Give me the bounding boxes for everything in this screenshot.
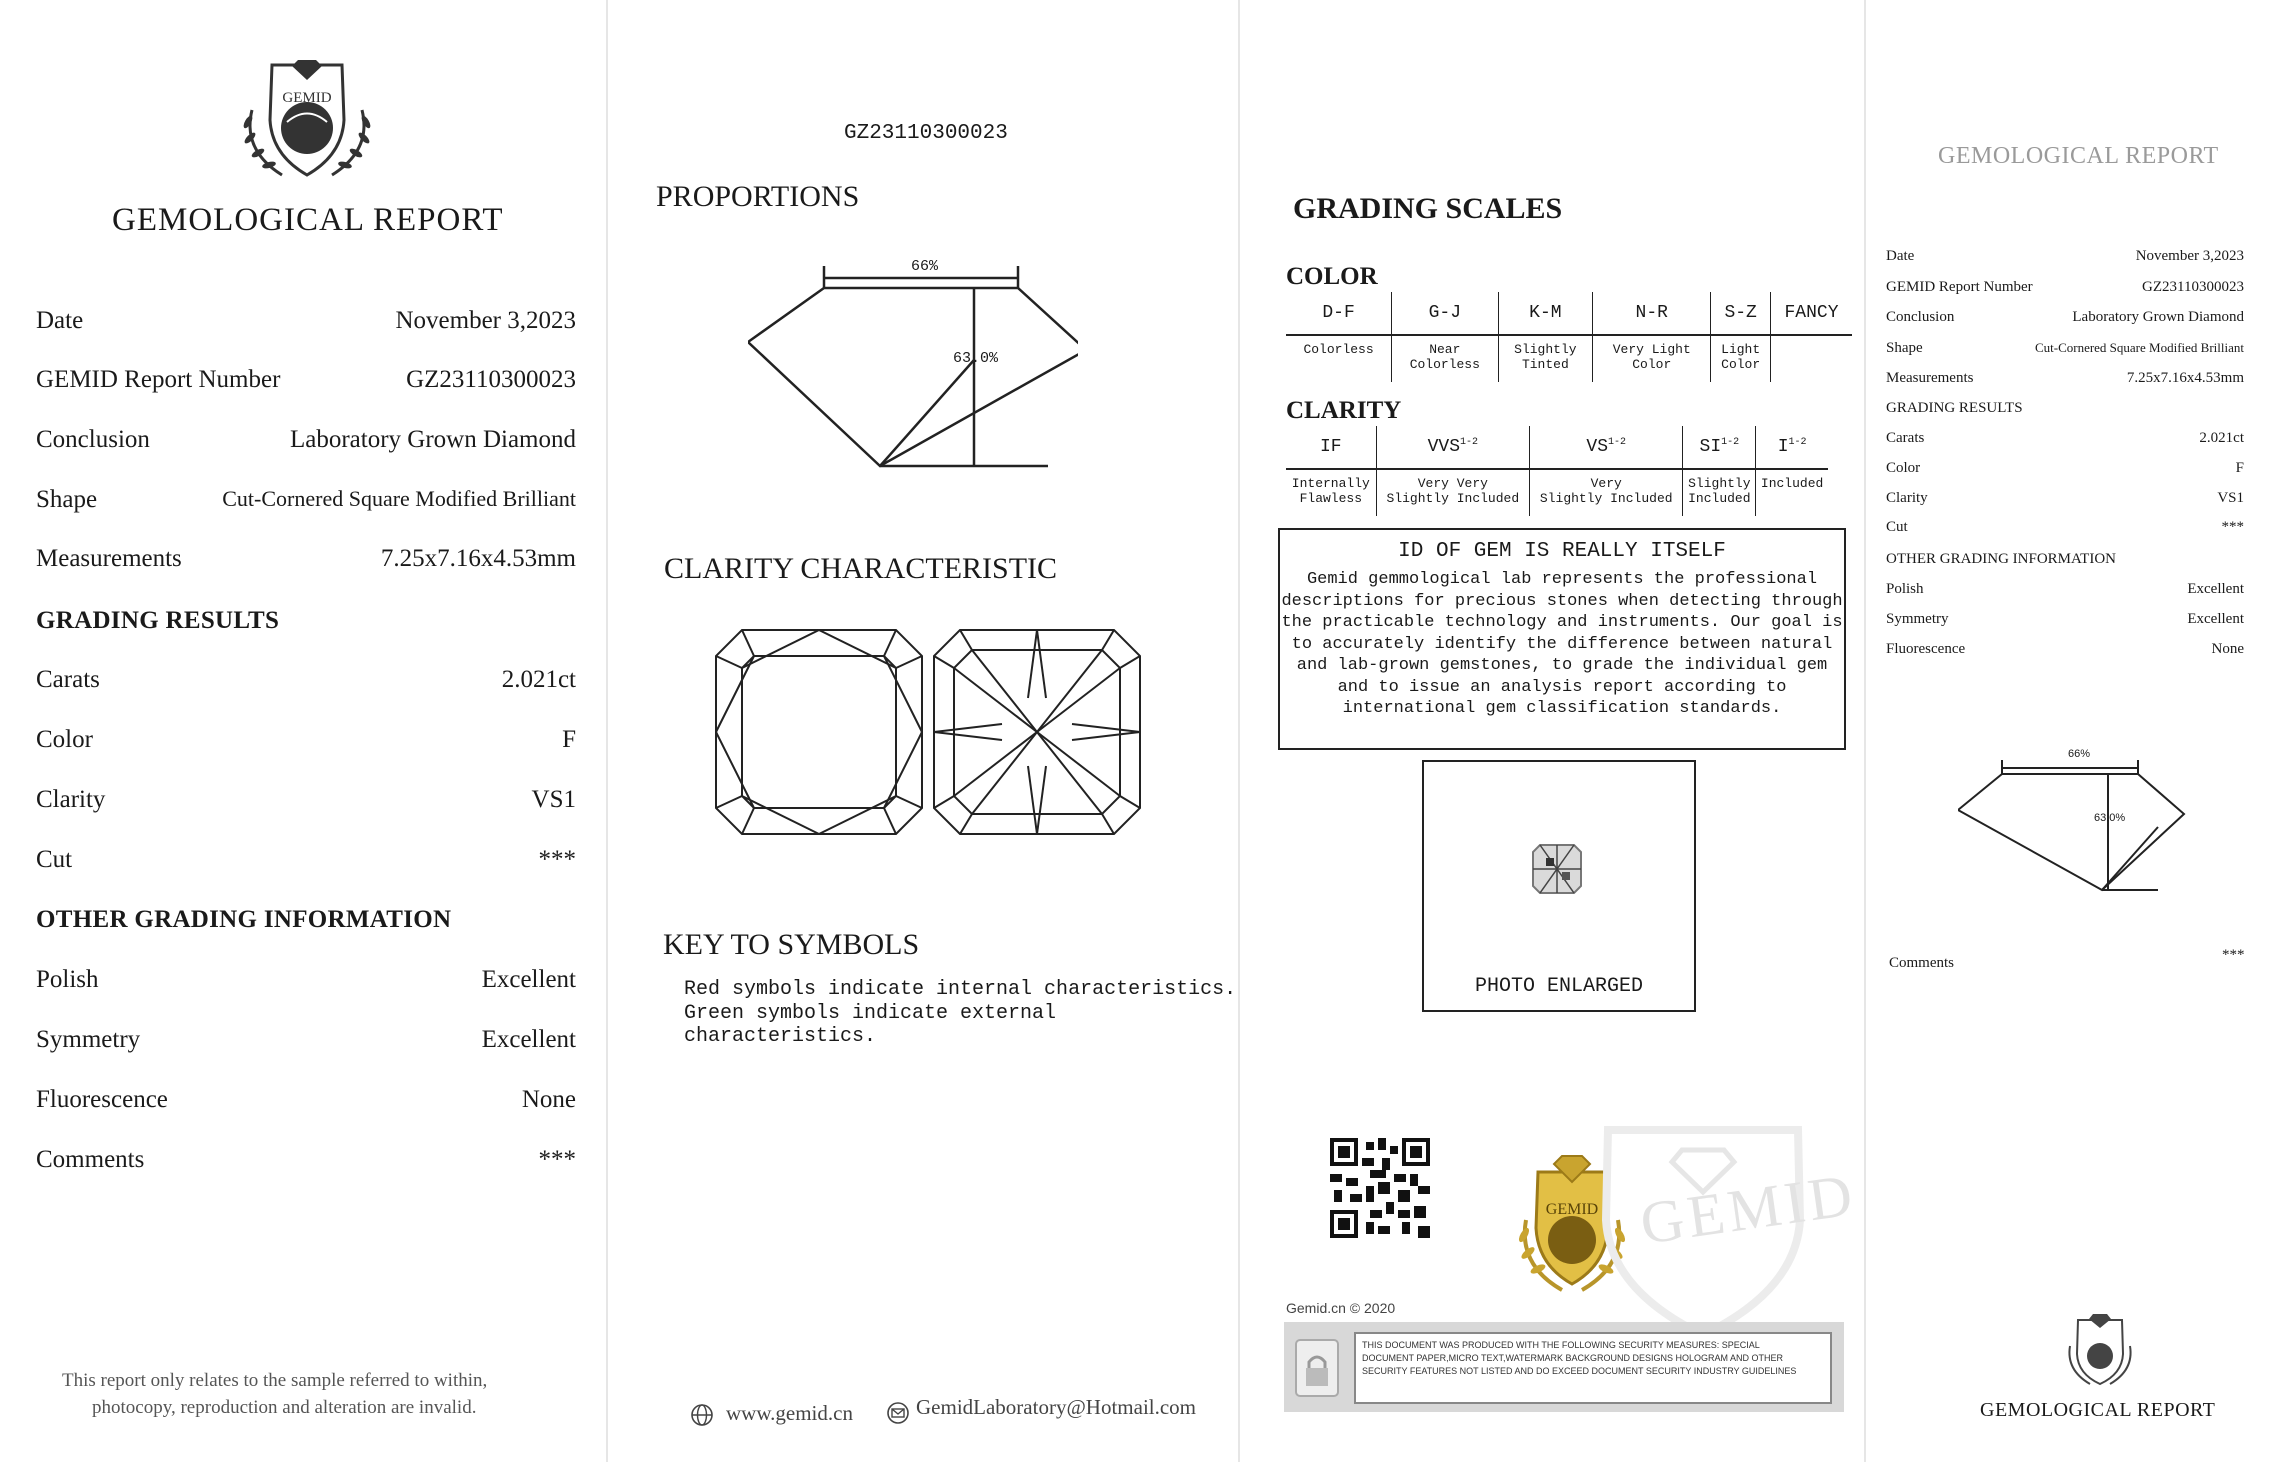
color-grade-description [1498, 335, 1593, 382]
right-field-label: Shape [1886, 340, 1923, 356]
field-row [36, 486, 576, 526]
right-footer-title: GEMOLOGICAL REPORT [1980, 1399, 2216, 1421]
clarity-grade-description [1530, 469, 1683, 516]
clarity-grade-label: VS [1586, 437, 1609, 457]
field-label: Shape [36, 486, 98, 513]
security-notice-line: DOCUMENT PAPER,MICRO TEXT,WATERMARK BACKGROUND DESIGNS HOLOGRAM AND OTHER [1362, 1353, 1784, 1363]
scales-panel [1240, 0, 1864, 1462]
right-field-label: Date [1886, 248, 1915, 264]
color-grade: G-J [1392, 292, 1498, 335]
color-desc-line: Color [1721, 357, 1761, 372]
other-grading-row [36, 966, 576, 1006]
right-field-value: 7.25x7.16x4.53mm [2126, 370, 2244, 386]
id-statement-box [1278, 528, 1846, 750]
depth-percentage: 63.0% [953, 350, 999, 367]
right-field-value: Laboratory Grown Diamond [2072, 309, 2244, 325]
color-desc-line: Colorless [1409, 357, 1480, 372]
grading-results-title: GRADING RESULTS [36, 607, 280, 634]
right-grading-row [1886, 430, 2244, 454]
left-panel [0, 0, 606, 1462]
copyright-text: Gemid.cn © 2020 [1286, 1300, 1396, 1316]
right-field-row [1886, 248, 2244, 272]
right-grading-value: F [2235, 460, 2244, 476]
clarity-grade-range: 1-2 [1721, 437, 1740, 448]
right-grading-row [1886, 519, 2244, 543]
clarity-grade-label: VVS [1427, 437, 1461, 457]
right-field-label: Measurements [1886, 370, 1974, 386]
clarity-desc-line: Internally [1291, 476, 1370, 491]
svg-text:GEMID: GEMID [1545, 1201, 1599, 1218]
field-value: Laboratory Grown Diamond [289, 426, 576, 453]
grading-value: 2.021ct [501, 666, 576, 693]
other-grading-value: None [521, 1086, 576, 1113]
report-number-header: GZ23110300023 [844, 122, 1008, 145]
field-row [36, 426, 576, 466]
field-row [36, 307, 576, 347]
grading-row [36, 786, 576, 826]
clarity-grade-label: I [1777, 437, 1789, 457]
right-grading-value: VS1 [2217, 490, 2244, 506]
pavilion-plot-diagram [932, 628, 1142, 836]
website-link[interactable]: www.gemid.cn [726, 1401, 853, 1425]
grading-label: Cut [36, 846, 73, 873]
id-statement-line: the practicable technology and instruments. Our goal is [1281, 613, 1843, 632]
color-grade-description [1593, 335, 1711, 382]
color-scale-table [1286, 292, 1852, 382]
other-grading-label: Comments [36, 1146, 145, 1173]
right-field-label: GEMID Report Number [1886, 279, 2033, 295]
color-grade: FANCY [1771, 292, 1852, 335]
qr-code[interactable] [1330, 1138, 1430, 1238]
table-percentage: 66% [911, 258, 939, 275]
right-grading-row [1886, 460, 2244, 484]
right-other-grading-label: Polish [1886, 581, 1924, 597]
id-statement-line: international gem classification standards. [1342, 699, 1782, 718]
color-grade: D-F [1286, 292, 1392, 335]
photo-enlarged-label: PHOTO ENLARGED [1474, 975, 1644, 998]
id-statement-line: and lab-grown gemstones, to grade the individual gem [1296, 656, 1828, 675]
color-desc-line: Slightly [1514, 342, 1577, 357]
right-other-grading-value: Excellent [2187, 611, 2244, 627]
other-grading-label: Polish [36, 966, 99, 993]
clarity-grade-label: IF [1320, 437, 1342, 457]
photo-box [1422, 760, 1696, 1012]
clarity-desc-line: Flawless [1299, 491, 1363, 506]
disclaimer-line-2: photocopy, reproduction and alteration are invalid. [92, 1397, 477, 1418]
right-field-row [1886, 340, 2244, 364]
right-other-grading-label: Symmetry [1886, 611, 1949, 627]
clarity-desc-line: Slightly Included [1386, 491, 1520, 506]
email-link[interactable]: GemidLaboratory@Hotmail.com [916, 1395, 1197, 1419]
clarity-desc-line: Very Very [1417, 476, 1488, 491]
clarity-grade [1530, 426, 1683, 469]
gemid-emblem [232, 50, 382, 190]
clarity-grade [1376, 426, 1529, 469]
clarity-grade-label: SI [1699, 437, 1722, 457]
clarity-grade-description [1286, 469, 1376, 516]
diamond-photo [1532, 844, 1582, 894]
right-comments-value: *** [2222, 947, 2245, 963]
right-grading-value: *** [2221, 519, 2244, 535]
field-label: Conclusion [36, 426, 150, 453]
security-notice [1354, 1332, 1832, 1404]
color-grade-description [1711, 335, 1771, 382]
grading-value: F [562, 726, 576, 753]
color-grade: N-R [1593, 292, 1711, 335]
right-other-grading-label: Fluorescence [1886, 641, 1966, 657]
right-grading-label: Clarity [1886, 490, 1928, 506]
key-to-symbols-title: KEY TO SYMBOLS [663, 928, 920, 961]
color-desc-line: Very Light [1612, 342, 1691, 357]
other-grading-title: OTHER GRADING INFORMATION [36, 906, 452, 933]
grading-scales-title: GRADING SCALES [1293, 192, 1563, 225]
right-grading-label: Color [1886, 460, 1921, 476]
right-emblem [2060, 1310, 2140, 1390]
clarity-characteristic-title: CLARITY CHARACTERISTIC [664, 552, 1058, 585]
clarity-desc-line: Very [1590, 476, 1622, 491]
color-grade: K-M [1498, 292, 1593, 335]
id-statement-line: Gemid gemmological lab represents the professional [1306, 570, 1818, 589]
right-grading-label: Carats [1886, 430, 1925, 446]
right-other-grading-row [1886, 581, 2244, 605]
clarity-grade-range: 1-2 [1608, 437, 1627, 448]
color-grade-description [1286, 335, 1392, 382]
color-desc-line: Colorless [1303, 342, 1374, 357]
id-statement-line: to accurately identify the difference between natural [1291, 634, 1833, 654]
other-grading-label: Fluorescence [36, 1086, 168, 1113]
other-grading-row [36, 1026, 576, 1066]
watermark-text: GEMID [1636, 1161, 1861, 1257]
color-grade-description [1771, 335, 1852, 382]
id-statement-line: and to issue an analysis report according to [1337, 677, 1787, 697]
color-scale-title: COLOR [1286, 263, 1378, 290]
other-grading-row [36, 1146, 576, 1186]
other-grading-row [36, 1086, 576, 1126]
globe-icon [690, 1403, 714, 1427]
email-icon [886, 1401, 910, 1425]
middle-panel [608, 0, 1238, 1462]
right-field-value: GZ23110300023 [2142, 279, 2244, 295]
clarity-scale-title: CLARITY [1286, 397, 1402, 424]
id-statement-title: ID OF GEM IS REALLY ITSELF [1398, 540, 1726, 563]
lock-icon [1294, 1338, 1340, 1398]
right-panel [1866, 0, 2278, 1462]
svg-text:GEMID: GEMID [282, 90, 332, 106]
clarity-grade-description [1683, 469, 1756, 516]
clarity-grade-range: 1-2 [1788, 437, 1807, 448]
right-field-row [1886, 370, 2244, 394]
right-field-label: Conclusion [1886, 309, 1955, 325]
clarity-grade [1756, 426, 1828, 469]
field-label: Date [36, 307, 84, 334]
field-value: Cut-Cornered Square Modified Brilliant [222, 486, 576, 511]
key-green-line: Green symbols indicate external characteristics. [684, 1002, 1057, 1048]
other-grading-label: Symmetry [36, 1026, 141, 1053]
field-row [36, 366, 576, 406]
grading-label: Carats [36, 666, 100, 693]
clarity-grade [1286, 426, 1376, 469]
disclaimer-line-1: This report only relates to the sample referred to within, [62, 1370, 488, 1391]
grading-label: Color [36, 726, 93, 753]
right-grading-label: Cut [1886, 519, 1908, 535]
right-field-row [1886, 309, 2244, 333]
right-header-title: GEMOLOGICAL REPORT [1938, 143, 2219, 169]
right-other-grading-row [1886, 641, 2244, 665]
right-table-percentage: 66% [2068, 748, 2091, 760]
clarity-scale-table [1286, 426, 1828, 516]
other-grading-value: Excellent [481, 966, 576, 993]
right-grading-value: 2.021ct [2199, 430, 2244, 446]
right-depth-percentage: 63.0% [2094, 812, 2126, 824]
grading-label: Clarity [36, 786, 106, 813]
other-grading-value: Excellent [481, 1026, 576, 1053]
right-other-grading-title: OTHER GRADING INFORMATION [1886, 551, 2116, 567]
color-grade: S-Z [1711, 292, 1771, 335]
security-strip [1284, 1322, 1844, 1412]
clarity-desc-line: Slightly Included [1539, 491, 1673, 506]
id-statement-line: descriptions for precious stones when detecting through [1281, 591, 1843, 611]
proportions-title: PROPORTIONS [656, 180, 860, 213]
right-field-row [1886, 279, 2244, 303]
clarity-grade-description [1756, 469, 1828, 516]
clarity-desc-line: Included [1688, 491, 1751, 506]
key-red-line: Red symbols indicate internal characteristics. [684, 978, 1237, 1001]
right-field-value: November 3,2023 [2135, 248, 2244, 264]
right-other-grading-row [1886, 611, 2244, 635]
report-title: GEMOLOGICAL REPORT [112, 202, 504, 238]
right-proportions-diagram [1958, 752, 2188, 902]
grading-row [36, 726, 576, 766]
right-grading-row [1886, 490, 2244, 514]
color-desc-line: Tinted [1521, 357, 1569, 372]
right-field-value: Cut-Cornered Square Modified Brilliant [2034, 340, 2244, 355]
clarity-desc-line: Included [1760, 476, 1824, 491]
color-desc-line: Color [1632, 357, 1672, 372]
field-value: GZ23110300023 [406, 366, 576, 393]
crown-plot-diagram [714, 628, 924, 836]
field-row [36, 545, 576, 585]
field-value: November 3,2023 [395, 307, 576, 334]
clarity-desc-line: Slightly [1688, 476, 1751, 491]
color-desc-line: Light [1721, 342, 1761, 357]
clarity-grade-range: 1-2 [1460, 437, 1479, 448]
grading-row [36, 846, 576, 886]
grading-value: VS1 [531, 786, 576, 813]
color-desc-line: Near [1429, 342, 1461, 357]
color-grade-description [1392, 335, 1498, 382]
right-grading-results-title: GRADING RESULTS [1886, 400, 2023, 416]
field-value: 7.25x7.16x4.53mm [380, 545, 576, 572]
right-other-grading-value: Excellent [2187, 581, 2244, 597]
proportions-diagram [748, 250, 1078, 480]
field-label: GEMID Report Number [36, 366, 281, 393]
other-grading-value: *** [538, 1146, 576, 1173]
security-notice-line: THIS DOCUMENT WAS PRODUCED WITH THE FOLLOWING SECURITY MEASURES: SPECIAL [1362, 1340, 1760, 1350]
right-other-grading-value: None [2211, 641, 2244, 657]
right-comments-label: Comments [1889, 955, 1955, 971]
field-label: Measurements [36, 545, 182, 572]
grading-value: *** [538, 846, 576, 873]
grading-row [36, 666, 576, 706]
security-notice-line: SECURITY FEATURES NOT LISTED AND DO EXCEED DOCUMENT SECURITY INDUSTRY GUIDELINES [1362, 1366, 1797, 1376]
clarity-grade [1683, 426, 1756, 469]
clarity-grade-description [1376, 469, 1529, 516]
